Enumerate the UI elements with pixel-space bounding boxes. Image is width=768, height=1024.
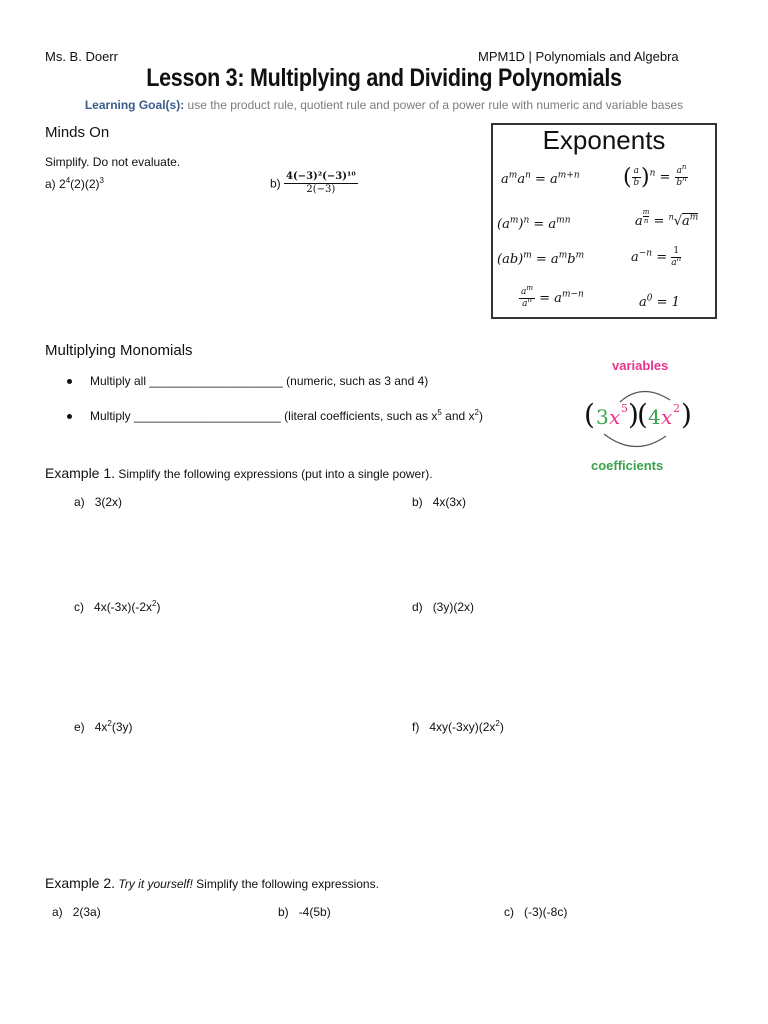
- minds-on-instruction: Simplify. Do not evaluate.: [45, 155, 181, 169]
- monomials-bullet-literal: [90, 409, 483, 423]
- bullet2-exp1: 5: [437, 408, 442, 417]
- bullet2-post-c: ): [478, 409, 483, 423]
- example1-item-c: [74, 600, 160, 614]
- item-label: b): [278, 905, 289, 919]
- example2-item-c: [504, 905, 567, 919]
- item-expr: 3(2x): [94, 495, 123, 509]
- minds-on-heading: Minds On: [45, 124, 110, 141]
- bullet1-pre: Multiply all: [90, 374, 150, 388]
- item-tail: ): [499, 720, 504, 734]
- coefficient-4: 4: [648, 405, 661, 429]
- zero-exponent-rule: $a^0 = 1$: [639, 293, 680, 310]
- example1-instruction: Simplify the following expressions (put into a single power).: [115, 467, 433, 481]
- exponents-title: Exponents: [542, 125, 666, 155]
- question-b-label: b): [270, 176, 281, 191]
- course-name: MPM1D | Polynomials and Algebra: [478, 49, 679, 64]
- example2-instruction: Simplify the following expressions.: [192, 877, 379, 891]
- exponents-reference-box: [491, 123, 717, 319]
- question-b-fraction: [284, 172, 358, 195]
- item-expr: (-3)(-8c): [524, 905, 568, 919]
- learning-goal: [0, 98, 768, 112]
- learning-goal-label: Learning Goal(s):: [84, 98, 185, 112]
- example1-header: [45, 465, 433, 481]
- question-a-base: 2: [59, 177, 66, 191]
- minds-on-question-b: [270, 172, 358, 195]
- item-exp: 2: [495, 719, 500, 728]
- monomials-heading: Multiplying Monomials: [45, 342, 193, 359]
- item-expr: 4x(-3x)(-2x: [94, 600, 153, 614]
- bullet2-post-a: (literal coefficients, such as x: [280, 409, 438, 423]
- item-expr: -4(5b): [298, 905, 331, 919]
- example2-item-a: [52, 905, 101, 919]
- item-exp: 2: [107, 719, 112, 728]
- minds-on-question-a: [45, 177, 104, 191]
- bullet2-blank: ______________________: [134, 409, 281, 423]
- monomial-diagram: [580, 372, 700, 462]
- paren-open-1: (: [584, 398, 595, 431]
- bullet2-exp2: 2: [474, 408, 479, 417]
- variable-x-1: x: [609, 405, 621, 429]
- item-tail: (3y): [111, 720, 133, 734]
- paren-open-2: (: [637, 398, 648, 431]
- item-label: a): [74, 495, 85, 509]
- bullet-1: [67, 379, 72, 384]
- learning-goal-text: use the product rule, quotient rule and power of a power rule with numeric and variable bases: [184, 98, 684, 112]
- teacher-name: Ms. B. Doerr: [45, 49, 118, 64]
- power-of-product-rule: $(ab)^m = a^mb^m$: [497, 250, 585, 267]
- item-label: c): [504, 905, 514, 919]
- coefficient-3: 3: [596, 405, 609, 429]
- item-tail: ): [156, 600, 161, 614]
- question-b-numerator: 4(−3)²(−3)¹⁰: [286, 171, 356, 182]
- question-a-exponent: 4: [65, 176, 71, 185]
- diagram-coefficients-label: coefficients: [591, 458, 664, 473]
- exponent-5: 5: [621, 402, 628, 415]
- item-expr: 4x: [94, 720, 108, 734]
- rational-exponent-rule: a $^{\frac{m}{n}}$ = $^n√a^m$: [635, 208, 699, 229]
- item-label: d): [412, 600, 423, 614]
- item-label: f): [412, 720, 420, 734]
- bullet1-blank: ____________________: [149, 374, 283, 388]
- power-of-power-rule: $(a^m)^n = a^{mn}$: [497, 215, 571, 232]
- example1-item-d: [412, 600, 474, 614]
- example2-try: Try it yourself!: [115, 877, 193, 891]
- page-title: Lesson 3: Multiplying and Dividing Polynomials: [146, 64, 622, 92]
- question-a-exponent-2: 3: [99, 176, 104, 185]
- item-label: b): [412, 495, 423, 509]
- question-b-denominator: 2(−3): [306, 184, 336, 195]
- paren-close-1: ): [628, 398, 639, 431]
- example2-heading: Example 2.: [45, 875, 116, 891]
- example1-item-f: [412, 720, 504, 734]
- bullet1-post: (numeric, such as 3 and 4): [282, 374, 429, 388]
- example1-heading: Example 1.: [45, 465, 116, 481]
- exponent-2: 2: [673, 402, 680, 415]
- item-expr: (3y)(2x): [432, 600, 475, 614]
- bullet2-pre: Multiply: [90, 409, 135, 423]
- quotient-rule: $\frac{a^m}{a^n}$ = $a^{m-n}$: [521, 284, 584, 309]
- item-exp: 2: [152, 599, 157, 608]
- bullet-2: [67, 414, 72, 419]
- question-a-label: a): [45, 177, 60, 191]
- product-rule: $a^ma^n = a^{m+n}$: [501, 170, 580, 187]
- monomials-bullet-numeric: [90, 374, 428, 388]
- item-expr: 4x(3x): [432, 495, 467, 509]
- item-label: e): [74, 720, 85, 734]
- item-label: a): [52, 905, 63, 919]
- example1-item-a: [74, 495, 122, 509]
- diagram-variables-label: variables: [612, 358, 669, 373]
- bullet2-post-b: and x: [441, 409, 475, 423]
- item-expr: 4xy(-3xy)(2x: [429, 720, 496, 734]
- negative-exponent-rule: $a^{-n}$ = $\frac{1}{a^n}$: [631, 246, 682, 268]
- example1-item-e: [74, 720, 133, 734]
- example1-item-b: [412, 495, 466, 509]
- example2-header: [45, 875, 379, 891]
- power-of-quotient-rule: ( $\frac{a}{b}$ )$^n$ = $\frac{a^n}{b^n}$: [623, 163, 687, 190]
- coefficients-arrow: [604, 434, 666, 447]
- item-expr: 2(3a): [72, 905, 101, 919]
- example2-item-b: [278, 905, 331, 919]
- question-a-rest: (2)(2): [70, 177, 100, 191]
- variable-x-2: x: [661, 405, 673, 429]
- paren-close-2: ): [681, 398, 692, 431]
- item-label: c): [74, 600, 84, 614]
